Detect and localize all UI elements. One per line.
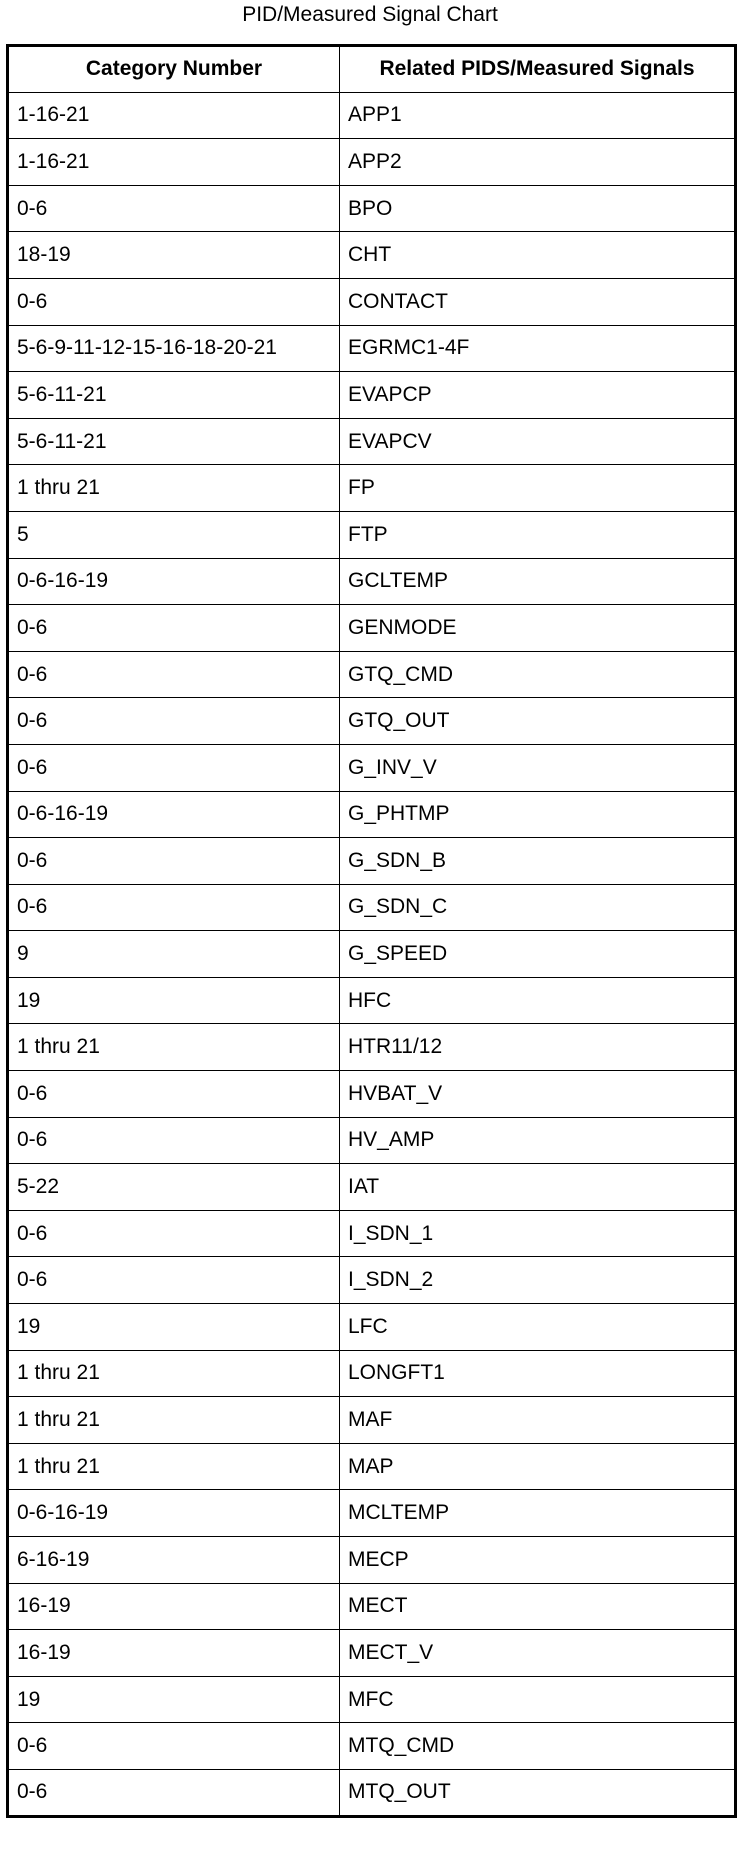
- header-category-number: Category Number: [8, 46, 340, 93]
- table-row: [8, 1024, 736, 1071]
- table-row: [8, 92, 736, 139]
- signal-name-cell: MCLTEMP: [340, 1490, 736, 1537]
- table-row: [8, 605, 736, 652]
- signal-name-cell: APP2: [340, 139, 736, 186]
- signal-name-cell: G_PHTMP: [340, 791, 736, 838]
- table-row: [8, 372, 736, 419]
- signal-name-cell: FTP: [340, 511, 736, 558]
- category-number-cell: 0-6: [8, 651, 340, 698]
- signal-name-cell: MTQ_OUT: [340, 1769, 736, 1816]
- table-row: [8, 884, 736, 931]
- table-row: [8, 418, 736, 465]
- signal-name-cell: GCLTEMP: [340, 558, 736, 605]
- signal-name-cell: MECP: [340, 1537, 736, 1584]
- category-number-cell: 0-6: [8, 698, 340, 745]
- table-row: [8, 465, 736, 512]
- table-row: [8, 1630, 736, 1677]
- category-number-cell: 1 thru 21: [8, 1443, 340, 1490]
- table-row: [8, 1164, 736, 1211]
- category-number-cell: 1 thru 21: [8, 1397, 340, 1444]
- signal-name-cell: MAP: [340, 1443, 736, 1490]
- chart-title: PID/Measured Signal Chart: [242, 3, 498, 26]
- category-number-cell: 5: [8, 511, 340, 558]
- category-number-cell: 16-19: [8, 1583, 340, 1630]
- signal-name-cell: GTQ_CMD: [340, 651, 736, 698]
- signal-name-cell: HTR11/12: [340, 1024, 736, 1071]
- category-number-cell: 0-6: [8, 1769, 340, 1816]
- category-number-cell: 1-16-21: [8, 139, 340, 186]
- category-number-cell: 19: [8, 1676, 340, 1723]
- category-number-cell: 18-19: [8, 232, 340, 279]
- category-number-cell: 5-6-9-11-12-15-16-18-20-21: [8, 325, 340, 372]
- signal-name-cell: LFC: [340, 1304, 736, 1351]
- table-row: [8, 698, 736, 745]
- signal-name-cell: MECT: [340, 1583, 736, 1630]
- table-row: [8, 325, 736, 372]
- table-row: [8, 1257, 736, 1304]
- table-row: [8, 977, 736, 1024]
- table-row: [8, 185, 736, 232]
- signal-name-cell: HV_AMP: [340, 1117, 736, 1164]
- category-number-cell: 0-6-16-19: [8, 1490, 340, 1537]
- signal-name-cell: MFC: [340, 1676, 736, 1723]
- table-row: [8, 278, 736, 325]
- table-row: [8, 511, 736, 558]
- table-row: [8, 1769, 736, 1816]
- signal-name-cell: CONTACT: [340, 278, 736, 325]
- table-row: [8, 558, 736, 605]
- category-number-cell: 5-6-11-21: [8, 418, 340, 465]
- signal-name-cell: CHT: [340, 232, 736, 279]
- category-number-cell: 0-6: [8, 605, 340, 652]
- table-body: [8, 92, 736, 1816]
- category-number-cell: 0-6-16-19: [8, 791, 340, 838]
- table-row: [8, 1350, 736, 1397]
- table-row: [8, 651, 736, 698]
- category-number-cell: 0-6: [8, 1071, 340, 1118]
- signal-name-cell: FP: [340, 465, 736, 512]
- category-number-cell: 0-6: [8, 1117, 340, 1164]
- category-number-cell: 0-6: [8, 278, 340, 325]
- category-number-cell: 19: [8, 977, 340, 1024]
- category-number-cell: 0-6: [8, 1723, 340, 1770]
- category-number-cell: 0-6-16-19: [8, 558, 340, 605]
- signal-name-cell: APP1: [340, 92, 736, 139]
- signal-name-cell: EVAPCV: [340, 418, 736, 465]
- table-row: [8, 1443, 736, 1490]
- category-number-cell: 5-22: [8, 1164, 340, 1211]
- signal-name-cell: EVAPCP: [340, 372, 736, 419]
- category-number-cell: 0-6: [8, 1257, 340, 1304]
- category-number-cell: 1 thru 21: [8, 465, 340, 512]
- signal-name-cell: I_SDN_1: [340, 1210, 736, 1257]
- table-row: [8, 838, 736, 885]
- table-row: [8, 1583, 736, 1630]
- signal-name-cell: G_INV_V: [340, 744, 736, 791]
- signal-name-cell: LONGFT1: [340, 1350, 736, 1397]
- category-number-cell: 19: [8, 1304, 340, 1351]
- category-number-cell: 0-6: [8, 1210, 340, 1257]
- table-row: [8, 791, 736, 838]
- table-row: [8, 1490, 736, 1537]
- signal-name-cell: G_SDN_B: [340, 838, 736, 885]
- category-number-cell: 1-16-21: [8, 92, 340, 139]
- category-number-cell: 5-6-11-21: [8, 372, 340, 419]
- table-row: [8, 1071, 736, 1118]
- table-row: [8, 1537, 736, 1584]
- table-row: [8, 1304, 736, 1351]
- table-row: [8, 1397, 736, 1444]
- table-row: [8, 1117, 736, 1164]
- category-number-cell: 0-6: [8, 838, 340, 885]
- table-row: [8, 1210, 736, 1257]
- category-number-cell: 6-16-19: [8, 1537, 340, 1584]
- category-number-cell: 1 thru 21: [8, 1024, 340, 1071]
- signal-name-cell: GENMODE: [340, 605, 736, 652]
- signal-name-cell: MTQ_CMD: [340, 1723, 736, 1770]
- table-row: [8, 1676, 736, 1723]
- table-row: [8, 232, 736, 279]
- signal-name-cell: HVBAT_V: [340, 1071, 736, 1118]
- table-header-row: [8, 46, 736, 93]
- signal-name-cell: I_SDN_2: [340, 1257, 736, 1304]
- category-number-cell: 16-19: [8, 1630, 340, 1677]
- signal-name-cell: MAF: [340, 1397, 736, 1444]
- signal-name-cell: IAT: [340, 1164, 736, 1211]
- table-row: [8, 1723, 736, 1770]
- table-row: [8, 139, 736, 186]
- signal-name-cell: EGRMC1-4F: [340, 325, 736, 372]
- category-number-cell: 0-6: [8, 744, 340, 791]
- signal-name-cell: G_SPEED: [340, 931, 736, 978]
- signal-name-cell: HFC: [340, 977, 736, 1024]
- pid-signal-table: [6, 44, 737, 1818]
- category-number-cell: 1 thru 21: [8, 1350, 340, 1397]
- signal-name-cell: G_SDN_C: [340, 884, 736, 931]
- signal-name-cell: MECT_V: [340, 1630, 736, 1677]
- category-number-cell: 0-6: [8, 884, 340, 931]
- table-row: [8, 744, 736, 791]
- signal-name-cell: BPO: [340, 185, 736, 232]
- category-number-cell: 0-6: [8, 185, 340, 232]
- header-related-pids: Related PIDS/Measured Signals: [340, 46, 736, 93]
- category-number-cell: 9: [8, 931, 340, 978]
- signal-name-cell: GTQ_OUT: [340, 698, 736, 745]
- table-row: [8, 931, 736, 978]
